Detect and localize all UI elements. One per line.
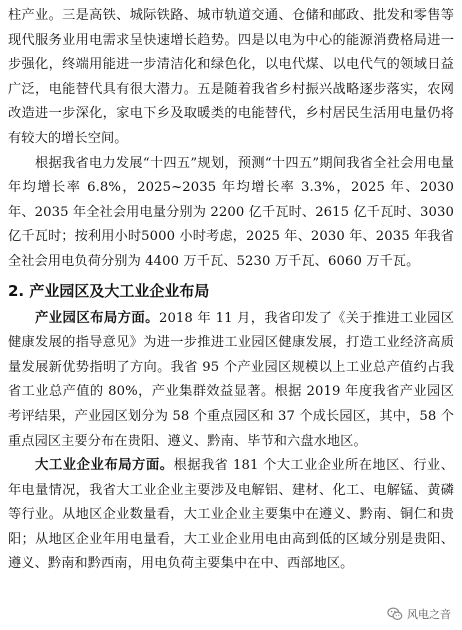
lead-large-industry: 大工业企业布局方面。 xyxy=(35,458,174,474)
paragraph-industrial-parks xyxy=(8,307,454,455)
body-industrial-parks: 2018 年 11 月，我省印发了《关于推进工业园区健康发展的指导意见》为进一步推进工业园区健康发展，打造工业经济高质量发展新优势指明了方向。我省 95 个产业园区规模以上工业总产值约占我省工业总产值的 80%，产业集群效益显著。根据 2019 年度我省产业园区考评结果，产业园区划分为 58 个重点园区和 37 个成长园区，其中，58 个重点园区主要分布在贵阳、遵义、黔南、毕节和六盘水地区。 xyxy=(8,310,454,449)
wechat-logo-icon xyxy=(387,606,403,622)
watermark xyxy=(384,605,454,623)
body-large-industry: 根据我省 181 个大工业企业所在地区、行业、年电量情况，我省大工业企业主要涉及电解铝、建材、化工、电解锰、黄磷等行业。从地区企业数量看，大工业企业主要集中在遵义、黔南、铜仁和贵阳；从地区企业年用电量看，大工业企业用电由高到低的区域分别是贵阳、遵义、黔南和黔西南，用电负荷主要集中在中、西部地区。 xyxy=(8,458,454,572)
section-heading: 2. 产业园区及大工业企业布局 xyxy=(8,281,210,300)
paragraph-demand-drivers: 柱产业。三是高铁、城际铁路、城市轨道交通、仓储和邮政、批发和零售等现代服务业用电需求呈快速增长趋势。四是以电为中心的能源消费格局进一步强化，终端用能进一步清洁化和绿色化，以电代煤、以电代气的领域日益广泛，电能替代具有很大潜力。五是随着我省乡村振兴战略逐步落实，农网改造进一步深化，家电下乡及取暖类的电能替代，乡村居民生活用电量仍将有较大的增长空间。 xyxy=(8,8,454,146)
paragraph-large-industry xyxy=(8,454,454,577)
watermark-text: 风电之音 xyxy=(407,608,451,621)
document-page xyxy=(8,4,454,577)
lead-industrial-parks: 产业园区布局方面。 xyxy=(35,310,159,326)
paragraph-load-forecast: 根据我省电力发展“十四五”规划，预测“十四五”期间我省全社会用电量年均增长率 6.8%，2025~2035 年均增长率 3.3%，2025 年、2030 年、2035 年全社会用电量分别为 2200 亿千瓦时、2615 亿千瓦时、3030 亿千瓦时；按利用小时5000 小时考虑，2025 年、2030 年、2035 年我省全社会用电负荷分别为 4400 万千瓦、5230 万千瓦、6060 万千瓦。 xyxy=(8,155,454,269)
